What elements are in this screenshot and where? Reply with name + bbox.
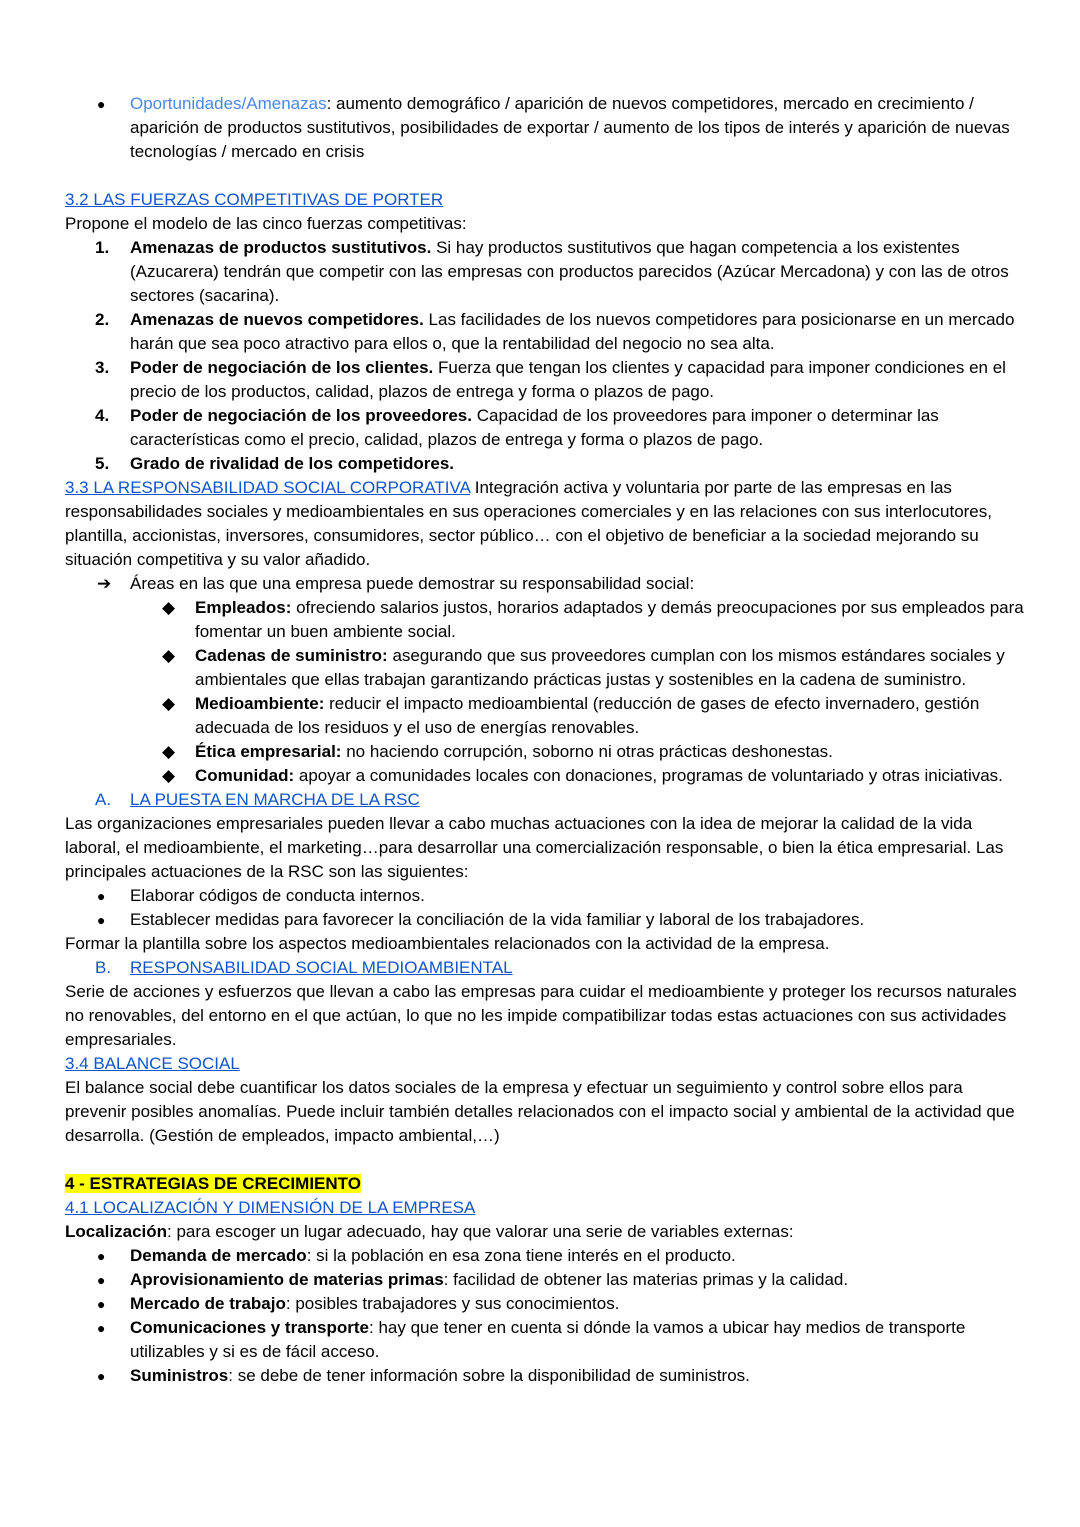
porter-item-number: 2. <box>95 310 110 329</box>
localizacion-lead <box>65 1220 1025 1244</box>
porter-item <box>65 404 1025 452</box>
opportunities-label: Oportunidades/Amenazas <box>130 94 327 113</box>
porter-item-title: Amenazas de nuevos competidores. <box>130 310 424 329</box>
medio-heading-row <box>65 956 1025 980</box>
puesta-bullet-text: Establecer medidas para favorecer la conciliación de la vida familiar y laboral de los trabajadores. <box>130 910 865 929</box>
porter-item-title: Poder de negociación de los proveedores. <box>130 406 472 425</box>
rsc-area-title: Empleados: <box>195 598 292 617</box>
diamond-bullet-icon: ◆ <box>162 742 176 761</box>
bullet-dot-icon: ● <box>97 1248 106 1264</box>
variable-title: Mercado de trabajo <box>130 1294 286 1313</box>
rsc-area-title: Comunidad: <box>195 766 295 785</box>
rsc-areas-intro <box>65 572 1025 596</box>
localizacion-heading-link[interactable]: 4.1 LOCALIZACIÓN Y DIMENSIÓN DE LA EMPRESA <box>65 1198 476 1217</box>
variable-item <box>65 1268 1025 1292</box>
balance-heading-link[interactable]: 3.4 BALANCE SOCIAL <box>65 1054 240 1073</box>
medio-text: Serie de acciones y esfuerzos que llevan a cabo las empresas para cuidar el medioambiente y proteger los recursos naturales no renovables, del entorno en el que actúan, lo que no les impide compatibilizar todas estas actuaciones con sus actividades empresariales. <box>65 982 1017 1049</box>
rsc-area-item <box>65 740 1025 764</box>
rsc-area-item <box>65 692 1025 740</box>
porter-item-number: 4. <box>95 406 110 425</box>
bullet-dot-icon: ● <box>97 96 106 112</box>
porter-item <box>65 356 1025 404</box>
bullet-dot-icon: ● <box>97 1320 106 1336</box>
porter-heading-link[interactable]: 3.2 LAS FUERZAS COMPETITIVAS DE PORTER <box>65 190 444 209</box>
diamond-bullet-icon: ◆ <box>162 598 176 617</box>
puesta-bullet <box>65 884 1025 908</box>
bullet-dot-icon: ● <box>97 1368 106 1384</box>
variable-item <box>65 1316 1025 1364</box>
opportunities-text: : aumento demográfico / aparición de nuevos competidores, mercado en crecimiento / aparición de productos sustitutivos, posibilidades de exportar / aumento de los tipos de interés y aparición de nuevas tecnologías / mercado en crisis <box>130 94 1010 161</box>
porter-item-title: Poder de negociación de los clientes. <box>130 358 434 377</box>
arrow-right-icon: ➔ <box>97 574 112 593</box>
localizacion-label: Localización <box>65 1222 168 1241</box>
porter-item-text: Capacidad de los proveedores para imponer o determinar las características como el precio, calidad, plazos de entrega y forma o plazos de pago. <box>130 406 939 449</box>
bullet-dot-icon: ● <box>97 888 106 904</box>
medio-heading-link[interactable]: RESPONSABILIDAD SOCIAL MEDIOAMBIENTAL <box>130 958 513 977</box>
puesta-after-text: Formar la plantilla sobre los aspectos medioambientales relacionados con la actividad de la empresa. <box>65 934 830 953</box>
diamond-bullet-icon: ◆ <box>162 646 176 665</box>
porter-item-number: 5. <box>95 454 110 473</box>
bullet-dot-icon: ● <box>97 912 106 928</box>
rsc-area-text: asegurando que sus proveedores cumplan con los mismos estándares sociales y ambientales que ellas trabajan garantizando prácticas justas y sostenibles en la cadena de suministro. <box>195 646 1005 689</box>
porter-item <box>65 236 1025 308</box>
porter-item <box>65 452 1025 476</box>
variable-text: : si la población en esa zona tiene interés en el producto. <box>306 1246 736 1265</box>
estrategias-heading: 4 - ESTRATEGIAS DE CRECIMIENTO <box>65 1174 361 1193</box>
rsc-area-text: reducir el impacto medioambiental (reducción de gases de efecto invernadero, gestión adecuada de los residuos y el uso de energías renovables. <box>195 694 980 737</box>
puesta-bullet <box>65 908 1025 932</box>
rsc-paragraph <box>65 476 1025 572</box>
porter-item-title: Amenazas de productos sustitutivos. <box>130 238 432 257</box>
rsc-area-text: ofreciendo salarios justos, horarios adaptados y demás preocupaciones por sus empleados para fomentar un buen ambiente social. <box>195 598 1024 641</box>
diamond-bullet-icon: ◆ <box>162 694 176 713</box>
rsc-area-item <box>65 764 1025 788</box>
porter-item <box>65 308 1025 356</box>
rsc-area-text: apoyar a comunidades locales con donaciones, programas de voluntariado y otras iniciativas. <box>294 766 1003 785</box>
variable-title: Comunicaciones y transporte <box>130 1318 370 1337</box>
opportunities-bullet <box>65 92 1025 164</box>
rsc-area-title: Medioambiente: <box>195 694 325 713</box>
puesta-text: Las organizaciones empresariales pueden llevar a cabo muchas actuaciones con la idea de mejorar la calidad de la vida laboral, el medioambiente, el marketing…para desarrollar una comercialización responsable, o bien la ética empresarial. Las principales actuaciones de la RSC son las siguientes: <box>65 814 1004 881</box>
porter-item-text: Fuerza que tengan los clientes y capacidad para imponer condiciones en el precio de los productos, calidad, plazos de entrega y forma o plazos de pago. <box>130 358 1006 401</box>
bullet-dot-icon: ● <box>97 1296 106 1312</box>
variable-title: Suministros <box>130 1366 229 1385</box>
variable-title: Demanda de mercado <box>130 1246 307 1265</box>
puesta-heading-row <box>65 788 1025 812</box>
medio-letter: B. <box>95 958 112 977</box>
variable-text: : se debe de tener información sobre la disponibilidad de suministros. <box>228 1366 750 1385</box>
rsc-heading-link[interactable]: 3.3 LA RESPONSABILIDAD SOCIAL CORPORATIVA <box>65 478 470 497</box>
porter-item-title: Grado de rivalidad de los competidores. <box>130 454 455 473</box>
rsc-areas-intro-text: Áreas en las que una empresa puede demostrar su responsabilidad social: <box>130 574 695 593</box>
porter-item-text: Las facilidades de los nuevos competidores para posicionarse en un mercado harán que sea poco atractivo para ellos o, que la rentabilidad del negocio no sea alta. <box>130 310 1015 353</box>
porter-item-text: Si hay productos sustitutivos que hagan competencia a los existentes (Azucarera) tendrán que competir con las empresas con productos parecidos (Azúcar Mercadona) y con las de otros sectores (sacarina). <box>130 238 1009 305</box>
puesta-heading-link[interactable]: LA PUESTA EN MARCHA DE LA RSC <box>130 790 420 809</box>
rsc-area-text: no haciendo corrupción, soborno ni otras prácticas deshonestas. <box>341 742 833 761</box>
variable-item <box>65 1244 1025 1268</box>
variable-item <box>65 1292 1025 1316</box>
puesta-letter: A. <box>95 790 112 809</box>
rsc-area-title: Ética empresarial: <box>195 742 342 761</box>
rsc-area-title: Cadenas de suministro: <box>195 646 388 665</box>
rsc-area-item <box>65 644 1025 692</box>
diamond-bullet-icon: ◆ <box>162 766 176 785</box>
variable-text: : posibles trabajadores y sus conocimientos. <box>285 1294 620 1313</box>
localizacion-text: : para escoger un lugar adecuado, hay que valorar una serie de variables externas: <box>167 1222 794 1241</box>
bullet-dot-icon: ● <box>97 1272 106 1288</box>
variable-title: Aprovisionamiento de materias primas <box>130 1270 444 1289</box>
porter-item-number: 3. <box>95 358 110 377</box>
variable-text: : hay que tener en cuenta si dónde la vamos a ubicar hay medios de transporte utilizables y si es de fácil acceso. <box>130 1318 966 1361</box>
porter-item-number: 1. <box>95 238 110 257</box>
document-content <box>65 92 1025 1388</box>
balance-text: El balance social debe cuantificar los datos sociales de la empresa y efectuar un seguimiento y control sobre ellos para prevenir posibles anomalías. Puede incluir también detalles relacionados con el impacto social y ambiental de la actividad que desarrolla. (Gestión de empleados, impacto ambiental,…) <box>65 1078 1015 1145</box>
variable-item <box>65 1364 1025 1388</box>
rsc-text: Integración activa y voluntaria por parte de las empresas en las responsabilidades sociales y medioambientales en sus operaciones comerciales y en las relaciones con sus interlocutores, plantilla, accionistas, inversores, consumidores, sector público… con el objetivo de beneficiar a la sociedad mejorando su situación competitiva y su valor añadido. <box>65 478 992 569</box>
puesta-bullet-text: Elaborar códigos de conducta internos. <box>130 886 425 905</box>
porter-lead: Propone el modelo de las cinco fuerzas competitivas: <box>65 214 467 233</box>
variable-text: : facilidad de obtener las materias primas y la calidad. <box>443 1270 849 1289</box>
rsc-area-item <box>65 596 1025 644</box>
